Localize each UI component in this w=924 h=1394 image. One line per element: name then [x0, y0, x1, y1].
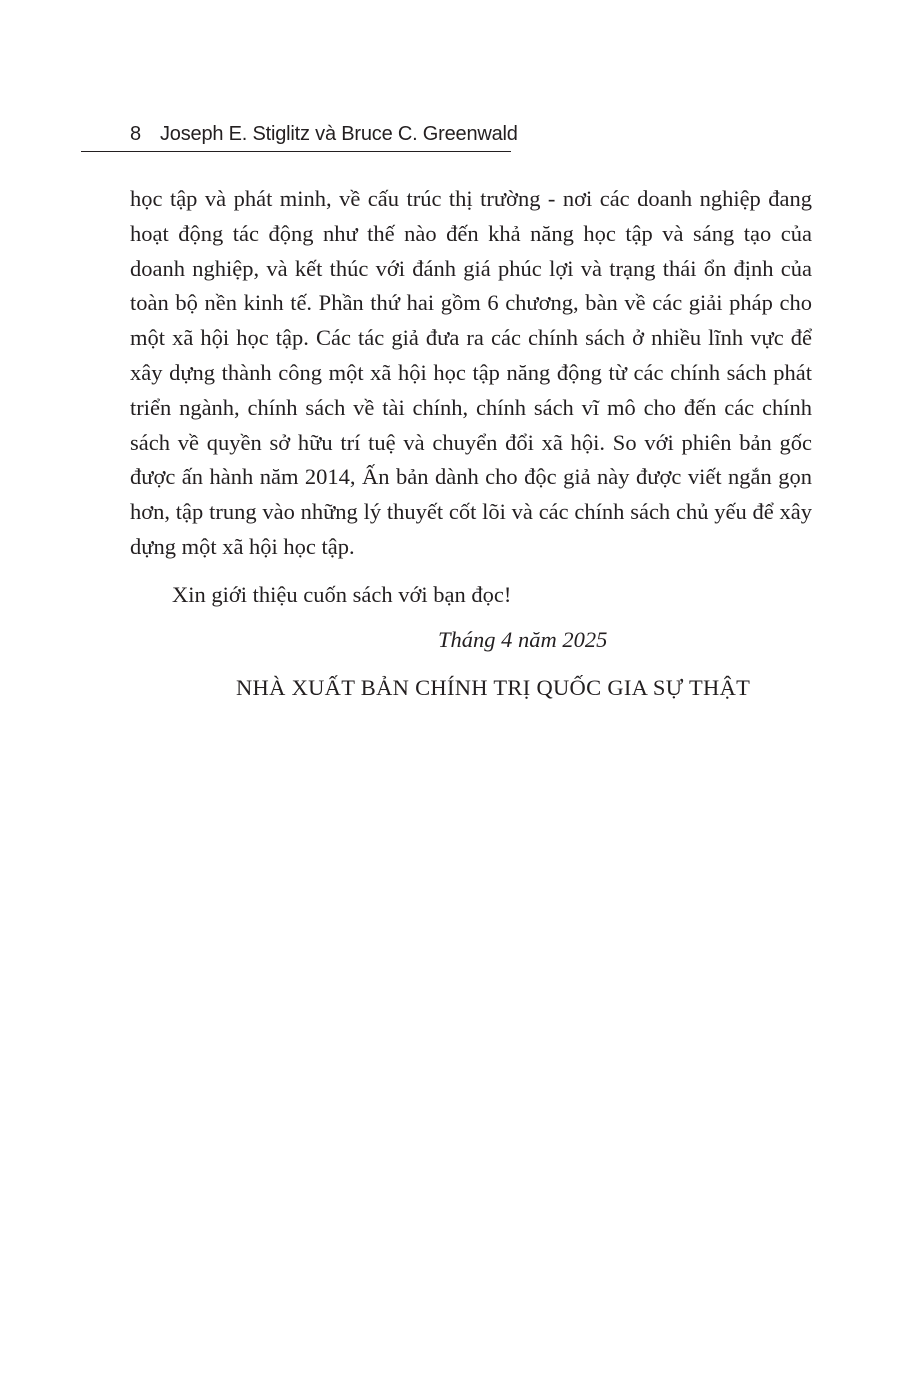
closing-line: Xin giới thiệu cuốn sách với bạn đọc! — [172, 582, 512, 607]
body-paragraph: học tập và phát minh, về cấu trúc thị trường - nơi các doanh nghiệp đang hoạt động tác động như thế nào đến khả năng học tập và sáng tạo của doanh nghiệp, và kết thúc với đánh giá phúc lợi và trạng thái ổn định của toàn bộ nền kinh tế. Phần thứ hai gồm 6 chương, bàn về các giải pháp cho một xã hội học tập. Các tác giả đưa ra các chính sách ở nhiều lĩnh vực để xây dựng thành công một xã hội học tập năng động từ các chính sách phát triển ngành, chính sách về tài chính, chính sách vĩ mô cho đến các chính sách về quyền sở hữu trí tuệ và chuyển đổi xã hội. So với phiên bản gốc được ấn hành năm 2014, Ấn bản dành cho độc giả này được viết ngắn gọn hơn, tập trung vào những lý thuyết cốt lõi và các chính sách chủ yếu để xây dựng một xã hội học tập. — [130, 186, 812, 559]
running-header — [130, 119, 518, 149]
publisher-name: NHÀ XUẤT BẢN CHÍNH TRỊ QUỐC GIA SỰ THẬT — [236, 675, 751, 700]
body-text — [130, 182, 812, 565]
header-rule — [81, 151, 511, 152]
running-title: Joseph E. Stiglitz và Bruce C. Greenwald — [160, 123, 518, 145]
signature-date: Tháng 4 năm 2025 — [438, 627, 608, 652]
page-number: 8 — [130, 123, 141, 145]
